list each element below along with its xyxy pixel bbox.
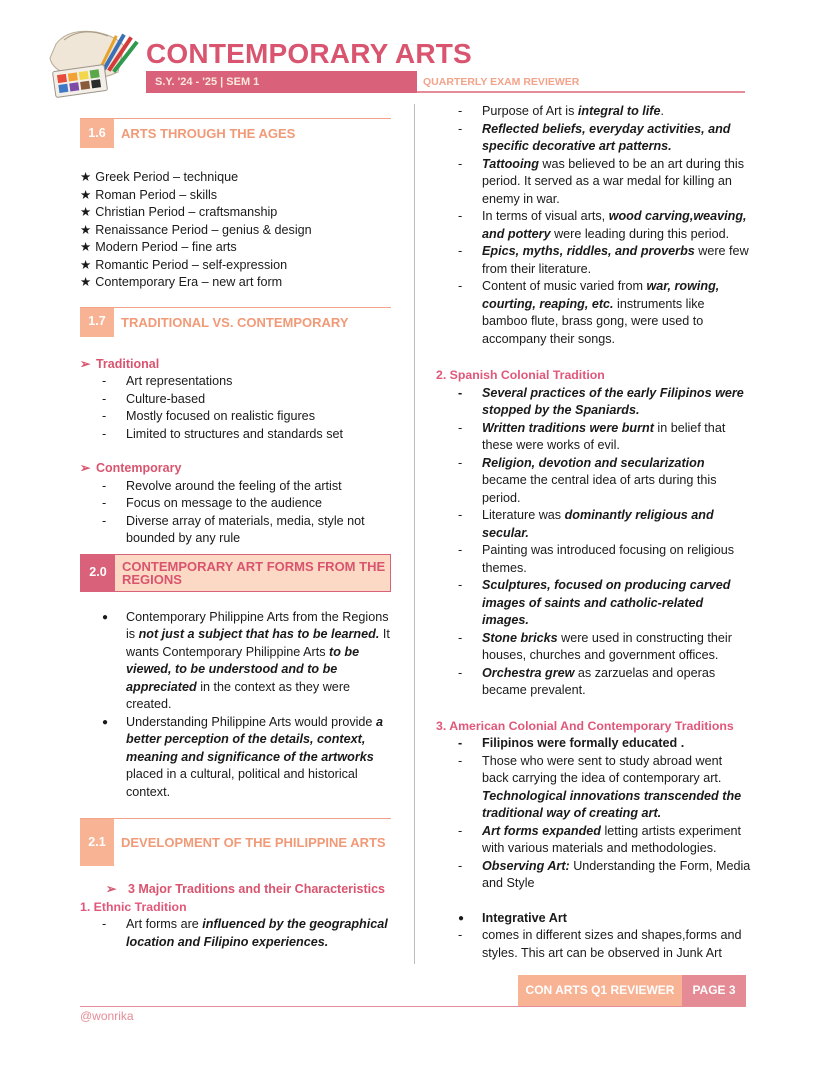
text-run: comes in different sizes and shapes,forms and styles. This art can be observed in Junk Art <box>482 928 742 960</box>
section-title: DEVELOPMENT OF THE PHILIPPINE ARTS <box>121 835 386 850</box>
contemporary-list <box>80 478 392 548</box>
list-item: - Art representations <box>80 373 392 391</box>
list-item <box>436 121 752 156</box>
american-list <box>436 735 752 893</box>
section-number: 2.0 <box>81 555 115 591</box>
list-item <box>80 714 392 802</box>
list-item <box>436 278 752 348</box>
text-run: were few from their literature. <box>482 244 749 276</box>
list-item: ★ Christian Period – craftsmanship <box>80 204 392 222</box>
integrative-heading-list <box>436 910 752 928</box>
traditional-list <box>80 373 392 443</box>
ethnic-tradition-heading: 1. Ethnic Tradition <box>80 899 187 914</box>
text-run: placed in a cultural, political and historical context. <box>126 767 358 799</box>
text-run: Stone bricks <box>482 630 558 645</box>
major-traditions-heading <box>80 881 392 899</box>
text-run: Understanding Philippine Arts would provide <box>126 714 376 729</box>
section-number: 1.6 <box>80 119 114 148</box>
ages-list <box>80 169 392 292</box>
list-item: ★ Roman Period – skills <box>80 187 392 205</box>
school-year-bar: S.Y. '24 - '25 | SEM 1 <box>146 71 417 93</box>
text-run: Those who were sent to study abroad went back carrying the idea of contemporary art. <box>482 753 723 785</box>
right-column <box>436 103 752 962</box>
column-divider <box>414 104 415 964</box>
text-run: dominantly religious and secular. <box>482 508 714 540</box>
american-tradition-heading: 3. American Colonial And Contemporary Traditions <box>436 718 734 733</box>
list-item: - Focus on message to the audience <box>80 495 392 513</box>
list-item <box>436 420 752 455</box>
list-item: - Mostly focused on realistic figures <box>80 408 392 426</box>
text-run: Art forms are <box>126 917 203 931</box>
text-run: not just a subject that has to be learned. <box>138 627 380 641</box>
list-item <box>436 630 752 665</box>
list-item: ★ Renaissance Period – genius & design <box>80 222 392 240</box>
text-run: Contemporary Philippine Arts from the Regions is <box>126 609 389 641</box>
text-run: Written traditions were burnt <box>482 420 654 435</box>
arrow-right-icon: ➢ <box>80 461 91 475</box>
text-run: Content of music varied from <box>482 279 647 293</box>
list-item: ★ Greek Period – technique <box>80 169 392 187</box>
text-run: letting artists experiment with various materials and methodologies. <box>482 823 741 855</box>
text-run: Filipinos were formally educated . <box>482 736 685 750</box>
text-run: Literature was <box>482 508 565 522</box>
text-run: In terms of visual arts, <box>482 209 609 223</box>
section-number: 1.7 <box>80 308 114 337</box>
list-item <box>436 507 752 542</box>
contemporary-heading <box>80 460 392 478</box>
text-run: Orchestra grew <box>482 665 575 680</box>
document-title: CONTEMPORARY ARTS <box>146 38 472 69</box>
section-number: 2.1 <box>80 819 114 866</box>
text-run: as zarzuelas and operas became prevalent. <box>482 665 716 697</box>
regions-bullets <box>80 609 392 802</box>
text-run: Religion, devotion and secularization <box>482 455 705 470</box>
traditional-label: Traditional <box>95 356 160 371</box>
text-run: Purpose of Art is <box>482 104 578 118</box>
list-item: - Limited to structures and standards set <box>80 426 392 444</box>
text-run: became the central idea of arts during this period. <box>482 473 717 505</box>
list-item <box>80 609 392 714</box>
list-item <box>436 665 752 700</box>
list-item: - Culture-based <box>80 391 392 409</box>
text-run: war, rowing, courting, reaping, etc. <box>482 279 720 311</box>
text-run: . <box>660 104 664 118</box>
list-item <box>436 735 752 753</box>
author-handle: @wonrika <box>80 1009 134 1023</box>
list-item <box>436 823 752 858</box>
integrative-list <box>436 927 752 962</box>
section-title: ARTS THROUGH THE AGES <box>121 126 296 141</box>
text-run: Painting was introduced focusing on religious themes. <box>482 543 735 575</box>
text-run: were used in constructing their houses, churches and government offices. <box>482 630 732 662</box>
section-header-2-0 <box>80 554 391 592</box>
list-item: ★ Contemporary Era – new art form <box>80 274 392 292</box>
footer-divider <box>80 1006 746 1007</box>
text-run: influenced by the geographical location and Filipino experiences. <box>126 917 388 949</box>
text-run: Observing Art: <box>482 858 570 873</box>
integrative-label: Integrative Art <box>482 910 567 925</box>
spanish-list <box>436 385 752 700</box>
traditional-heading <box>80 356 392 374</box>
text-run: in belief that these were works of evil. <box>482 420 726 452</box>
text-run: wood carving,weaving, and pottery <box>482 209 747 241</box>
list-item <box>436 385 752 420</box>
text-run: Sculptures, focused on producing carved images of saints and catholic-related images. <box>482 578 731 627</box>
left-column <box>80 118 392 951</box>
list-item <box>436 542 752 577</box>
section-header-1-7 <box>80 307 391 337</box>
arrow-right-icon: ➢ <box>106 882 117 896</box>
text-run: Art forms expanded <box>482 823 601 838</box>
text-run: It wants Contemporary Philippine Arts <box>126 627 390 659</box>
arrow-right-icon: ➢ <box>80 356 91 371</box>
section-title: CONTEMPORARY ART FORMS FROM THE REGIONS <box>115 555 390 591</box>
ethnic-list <box>436 103 752 348</box>
section-header-1-6 <box>80 118 391 148</box>
list-item <box>436 577 752 630</box>
section-header-2-1 <box>80 818 391 866</box>
page-number: PAGE 3 <box>682 975 746 1006</box>
text-run: Tattooing <box>482 156 539 171</box>
text-run: in the context as they were created. <box>126 679 351 711</box>
text-run: to be viewed, to be understood and to be appreciated <box>126 644 360 694</box>
art-supplies-logo-icon <box>38 24 142 100</box>
text-run: were leading during this period. <box>550 226 730 241</box>
major-traditions-label: 3 Major Traditions and their Characteristics <box>127 882 385 896</box>
text-run: Understanding the Form, Media and Style <box>482 858 751 890</box>
list-item <box>436 927 752 962</box>
text-run: a better perception of the details, context, meaning and significance of the artworks <box>126 714 383 764</box>
text-run: Several practices of the early Filipinos were stopped by the Spaniards. <box>482 385 744 417</box>
list-item <box>436 243 752 278</box>
reviewer-label: QUARTERLY EXAM REVIEWER <box>417 71 745 93</box>
list-item <box>436 753 752 823</box>
list-item <box>436 858 752 893</box>
list-item <box>436 103 752 121</box>
text-run: Epics, myths, riddles, and proverbs <box>482 244 695 258</box>
list-item <box>80 916 392 951</box>
list-item: ★ Modern Period – fine arts <box>80 239 392 257</box>
text-run: was believed to be an art during this period. It served as a war medal for killing an enemy in war. <box>482 156 745 206</box>
contemporary-label: Contemporary <box>95 461 182 475</box>
text-run: instruments like bamboo flute, brass gong, were used to accompany their songs. <box>482 296 705 346</box>
reviewer-badge: CON ARTS Q1 REVIEWER <box>518 975 682 1006</box>
list-item <box>436 208 752 243</box>
list-item: ★ Romantic Period – self-expression <box>80 257 392 275</box>
section-title: TRADITIONAL VS. CONTEMPORARY <box>121 314 349 330</box>
list-item <box>436 910 752 928</box>
list-item: - Diverse array of materials, media, style not bounded by any rule <box>80 513 392 548</box>
spanish-tradition-heading: 2. Spanish Colonial Tradition <box>436 368 605 382</box>
ethnic-first-list <box>80 916 392 951</box>
text-run: integral to life <box>577 104 661 118</box>
text-run: Technological innovations transcended the traditional way of creating art. <box>482 788 742 820</box>
text-run: Reflected beliefs, everyday activities, and specific decorative art patterns. <box>482 121 731 153</box>
list-item <box>436 156 752 209</box>
list-item: - Revolve around the feeling of the artist <box>80 478 392 496</box>
list-item <box>436 455 752 508</box>
